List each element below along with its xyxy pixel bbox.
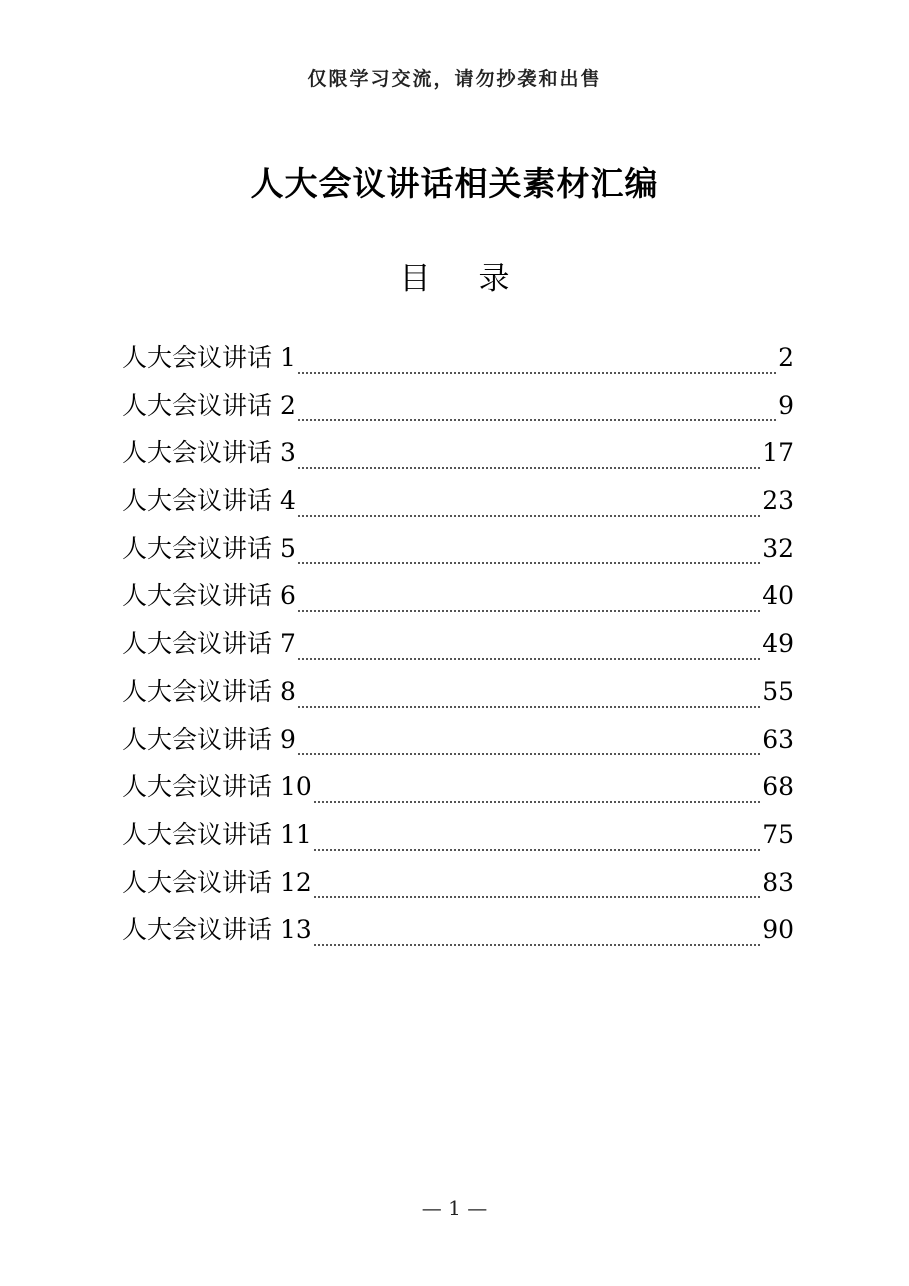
toc-heading <box>0 253 909 298</box>
toc-leader-dots <box>298 705 760 708</box>
toc-leader-dots <box>298 514 760 517</box>
toc-leader-dots <box>298 466 760 469</box>
toc-leader-dots <box>314 943 760 946</box>
toc-entry-label: 人大会议讲话 4 <box>122 486 296 516</box>
toc-entry-label: 人大会议讲话 11 <box>122 819 312 849</box>
toc-entry[interactable] <box>122 433 794 481</box>
header-notice: 仅限学习交流，请勿抄袭和出售 <box>307 68 602 90</box>
toc-leader-dots <box>298 752 760 755</box>
toc-entry-label: 人大会议讲话 9 <box>122 724 296 754</box>
toc-entry[interactable] <box>122 720 794 768</box>
toc-leader-dots <box>314 895 760 898</box>
toc-entry-label: 人大会议讲话 8 <box>122 676 296 706</box>
table-of-contents <box>122 338 794 958</box>
toc-entry[interactable] <box>122 863 794 911</box>
toc-heading-char-2: 录 <box>478 261 510 297</box>
toc-entry-label: 人大会议讲话 6 <box>122 581 296 611</box>
toc-entry[interactable] <box>122 576 794 624</box>
toc-entry-page: 17 <box>762 438 794 468</box>
toc-leader-dots <box>298 609 760 612</box>
toc-entry-page: 9 <box>778 390 794 420</box>
toc-leader-dots <box>298 418 776 421</box>
toc-entry[interactable] <box>122 386 794 434</box>
toc-entry[interactable] <box>122 481 794 529</box>
page-number: — 1 — <box>421 1196 488 1220</box>
toc-entry-label: 人大会议讲话 12 <box>122 867 312 897</box>
toc-entry-label: 人大会议讲话 2 <box>122 390 296 420</box>
toc-entry-page: 90 <box>762 915 794 945</box>
toc-entry-label: 人大会议讲话 10 <box>122 772 312 802</box>
toc-entry-page: 63 <box>762 724 794 754</box>
toc-entry[interactable] <box>122 910 794 958</box>
toc-entry-label: 人大会议讲话 7 <box>122 629 296 659</box>
toc-leader-dots <box>314 848 760 851</box>
toc-entry-label: 人大会议讲话 13 <box>122 915 312 945</box>
toc-entry-page: 32 <box>762 533 794 563</box>
toc-entry-page: 75 <box>762 819 794 849</box>
toc-entry-label: 人大会议讲话 3 <box>122 438 296 468</box>
toc-entry-page: 83 <box>762 867 794 897</box>
toc-leader-dots <box>298 561 760 564</box>
toc-entry-page: 55 <box>762 676 794 706</box>
toc-entry-label: 人大会议讲话 5 <box>122 533 296 563</box>
toc-heading-char-1: 目 <box>399 261 431 297</box>
toc-entry[interactable] <box>122 672 794 720</box>
toc-entry-label: 人大会议讲话 1 <box>122 343 296 372</box>
toc-leader-dots <box>298 371 776 374</box>
toc-entry[interactable] <box>122 624 794 672</box>
toc-entry-page: 40 <box>762 581 794 611</box>
toc-entry[interactable] <box>122 767 794 815</box>
toc-entry-page: 2 <box>778 343 794 372</box>
toc-entry-page: 68 <box>762 772 794 802</box>
document-title: 人大会议讲话相关素材汇编 <box>250 164 659 203</box>
toc-entry[interactable] <box>122 815 794 863</box>
toc-leader-dots <box>314 800 760 803</box>
toc-entry[interactable] <box>122 529 794 577</box>
toc-entry[interactable] <box>122 338 794 386</box>
toc-entry-page: 23 <box>762 486 794 516</box>
toc-entry-page: 49 <box>762 629 794 659</box>
toc-leader-dots <box>298 657 760 660</box>
